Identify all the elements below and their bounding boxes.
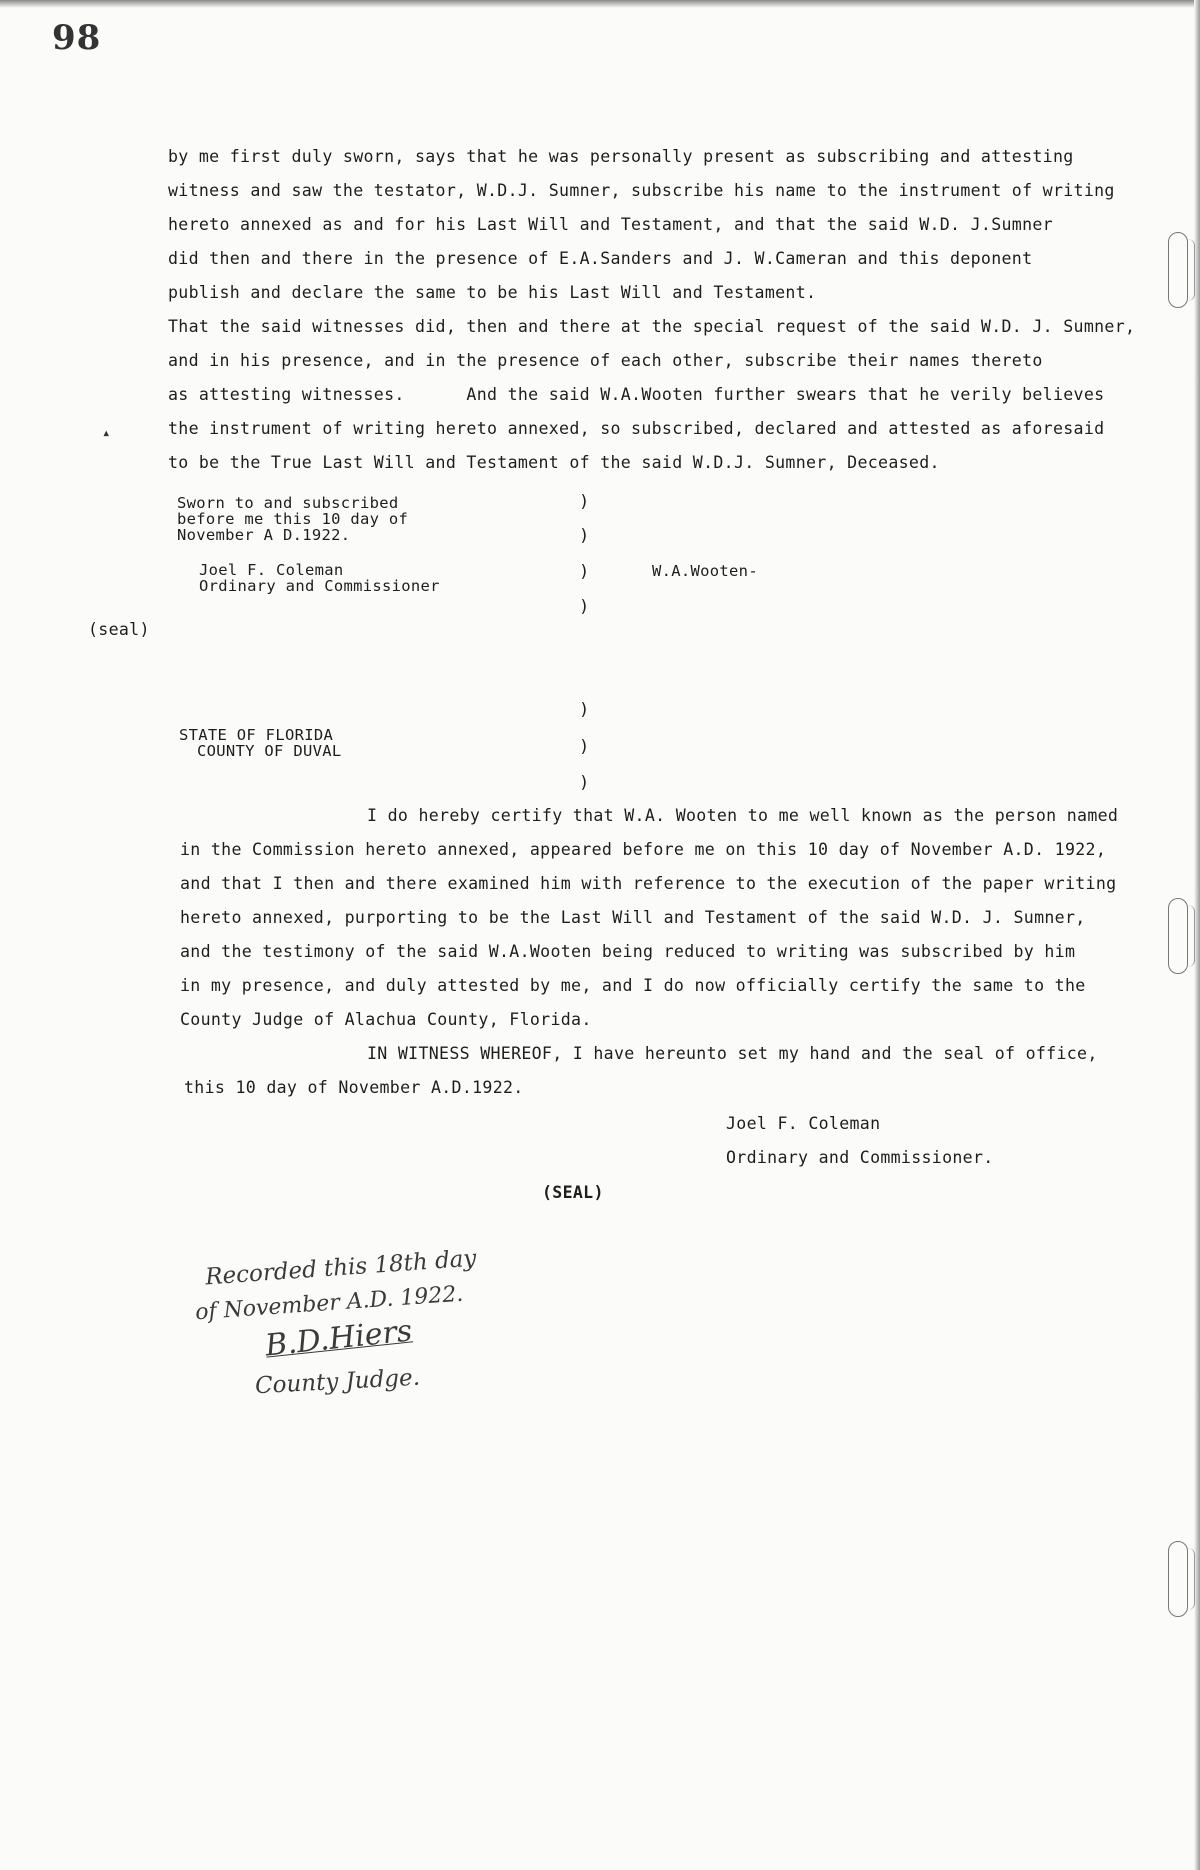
venue-county: COUNTY OF DUVAL (197, 742, 342, 760)
deposition-line: as attesting witnesses. And the said W.A.Wooten further swears that he verily believes (168, 385, 1105, 404)
deposition-line: did then and there in the presence of E.A.Sanders and J. W.Cameran and this deponent (168, 249, 1033, 268)
certificate-signer-name: Joel F. Coleman (726, 1114, 881, 1133)
certificate-line: and the testimony of the said W.A.Wooten being reduced to writing was subscribed by him (180, 942, 1076, 961)
deponent-signature: W.A.Wooten- (652, 562, 758, 580)
bracket-mark: ) (579, 526, 590, 546)
jurat-sworn-line: before me this 10 day of (177, 510, 409, 528)
certificate-line: hereto annexed, purporting to be the Last Will and Testament of the said W.D. J. Sumner, (180, 908, 1086, 927)
certificate-line: County Judge of Alachua County, Florida. (180, 1010, 592, 1029)
deposition-line: witness and saw the testator, W.D.J. Sumner, subscribe his name to the instrument of writing (168, 181, 1115, 200)
venue-state: STATE OF FLORIDA (179, 726, 334, 744)
certificate-line: in my presence, and duly attested by me, and I do now officially certify the same to the (180, 976, 1086, 995)
stray-mark: ▴ (102, 425, 111, 441)
punch-hole-middle (1168, 898, 1188, 974)
jurat-officer-title: Ordinary and Commissioner (199, 577, 440, 595)
punch-hole-top (1168, 232, 1188, 308)
bracket-mark: ) (579, 737, 590, 757)
witness-clause: IN WITNESS WHEREOF, I have hereunto set my hand and the seal of office, (367, 1044, 1098, 1063)
punch-hole-bottom (1168, 1541, 1188, 1617)
recording-note-line: County Judge. (254, 1364, 421, 1400)
recording-note-line: Recorded this 18th day (204, 1245, 478, 1291)
certificate-line: and that I then and there examined him with reference to the execution of the paper writing (180, 874, 1117, 893)
page-number: 98 (52, 18, 102, 58)
deposition-line: hereto annexed as and for his Last Will and Testament, and that the said W.D. J.Sumner (168, 215, 1053, 234)
deposition-line: publish and declare the same to be his Last Will and Testament. (168, 283, 817, 302)
jurat-sworn-line: Sworn to and subscribed (177, 494, 399, 512)
bracket-mark: ) (579, 562, 590, 582)
bracket-mark: ) (579, 492, 590, 512)
deposition-line: the instrument of writing hereto annexed, so subscribed, declared and attested as aforesaid (168, 419, 1105, 438)
recording-judge-signature: B.D.Hiers (263, 1313, 414, 1364)
bracket-mark: ) (579, 597, 590, 617)
jurat-sworn-line: November A D.1922. (177, 526, 351, 544)
deposition-line: by me first duly sworn, says that he was personally present as subscribing and attesting (168, 147, 1074, 166)
certificate-line: in the Commission hereto annexed, appeared before me on this 10 day of November A.D. 1922, (180, 840, 1107, 859)
certificate-seal: (SEAL) (542, 1183, 604, 1202)
witness-clause-date: this 10 day of November A.D.1922. (184, 1078, 524, 1097)
jurat-seal: (seal) (88, 620, 150, 639)
handwritten-recording-note (194, 1245, 535, 1425)
certificate-signer-title: Ordinary and Commissioner. (726, 1148, 994, 1167)
deposition-line: and in his presence, and in the presence of each other, subscribe their names thereto (168, 351, 1043, 370)
bracket-mark: ) (579, 773, 590, 793)
recording-note-line: of November A.D. 1922. (194, 1281, 465, 1326)
bracket-mark: ) (579, 700, 590, 720)
certificate-line: I do hereby certify that W.A. Wooten to me well known as the person named (367, 806, 1119, 825)
deposition-line: to be the True Last Will and Testament of the said W.D.J. Sumner, Deceased. (168, 453, 940, 472)
jurat-officer-name: Joel F. Coleman (199, 561, 344, 579)
page-top-edge (0, 0, 1200, 8)
deposition-line: That the said witnesses did, then and there at the special request of the said W.D. J. Sumner, (168, 317, 1136, 336)
